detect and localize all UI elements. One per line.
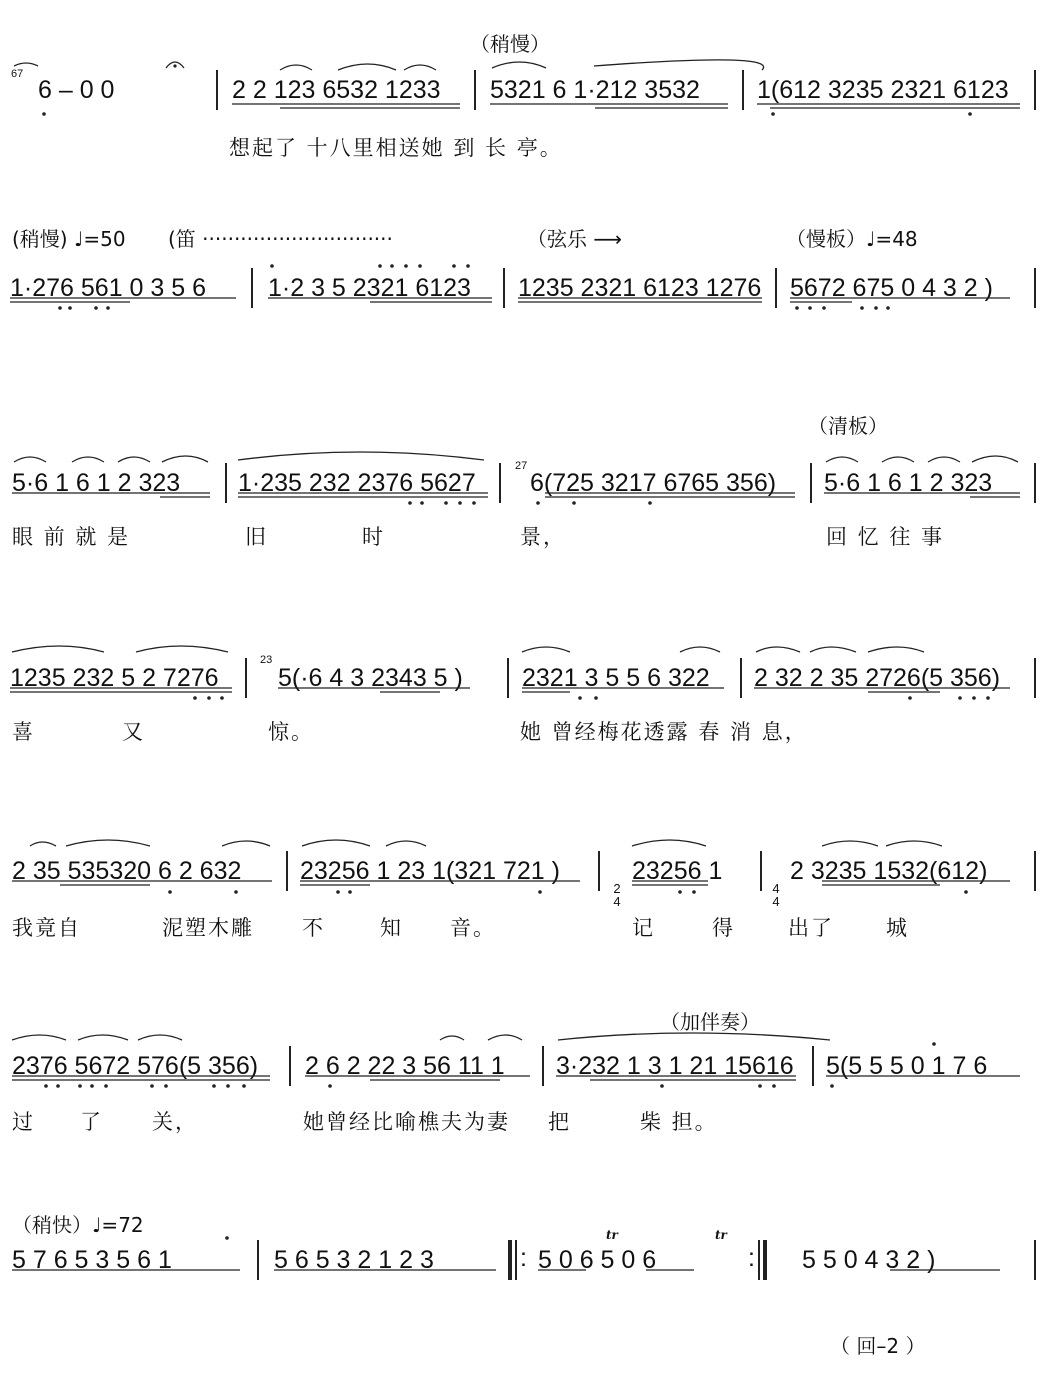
measure-7-1: 5 7 6 5 3 5 6 1 <box>12 1246 172 1274</box>
lyric-3e: 回 忆 往 事 <box>826 525 945 549</box>
measure-6-3: 3·232 1 3 1 21 15616 <box>556 1052 794 1080</box>
lyric-5a: 我竟自 <box>12 916 81 940</box>
measure-6-4: 5(5 5 5 0 1 7 6 <box>826 1052 988 1080</box>
lyric-5b: 泥塑木雕 <box>162 916 254 940</box>
lyric-5d: 知 <box>380 916 403 940</box>
grace-note: 27 <box>515 460 528 472</box>
lyric-5h: 出了 <box>788 916 834 940</box>
lyric-3c: 时 <box>362 525 385 549</box>
tempo-mark-row3: （清板） <box>808 414 888 438</box>
lyrics-row1: 想起了 十八里相送她 到 长 亭。 <box>229 136 563 160</box>
measure-6-2: 2 6 2 22 3 56 11 1 <box>305 1052 505 1080</box>
measure-7-3: 5 0 6 5 0 6 <box>538 1246 657 1274</box>
strings-mark: （弦乐 ⟶ <box>527 227 623 251</box>
measure-1-3: 5321 6 1·212 3532 <box>490 76 700 104</box>
measure-3-4: 5·6 1 6 1 2 323 <box>824 469 993 497</box>
lyric-4d: 她 曾经梅花透露 春 消 息， <box>520 720 808 744</box>
measure-1-4: 1(612 3235 2321 6123 <box>757 76 1009 104</box>
grace-note: 23 <box>260 654 273 666</box>
tempo-mark-row2a: (稍慢) ♩=50 <box>12 227 126 251</box>
repeat-start-colon: : <box>520 1244 527 1272</box>
trill-mark: tr <box>715 1228 727 1242</box>
tempo-mark-row2b: （慢板）♩=48 <box>786 227 918 251</box>
measure-4-2: 5(·6 4 3 2343 5 ) <box>278 664 463 692</box>
lyric-6a: 过 <box>12 1110 35 1134</box>
lyric-6b: 了 <box>80 1110 103 1134</box>
measure-3-1: 5·6 1 6 1 2 323 <box>12 469 181 497</box>
measure-5-2: 23256 1 23 1(321 721 ) <box>300 857 560 885</box>
lyric-4b: 又 <box>122 720 145 744</box>
measure-2-2: 1·2 3 5 2321 6123 <box>268 274 471 302</box>
time-signature-4-4: 4 4 <box>772 881 780 909</box>
tempo-mark-row7: （稍快）♩=72 <box>12 1213 144 1237</box>
lyric-3b: 旧 <box>245 525 268 549</box>
accompaniment-mark: （加伴奏） <box>660 1010 760 1034</box>
measure-5-3: 23256 1 <box>632 857 723 885</box>
measure-3-3: 6(725 3217 6765 356) <box>530 469 777 497</box>
lyric-6d: 她曾经比喻樵夫为妻 <box>303 1110 510 1134</box>
lyric-3d: 景， <box>520 525 566 549</box>
measure-7-2: 5 6 5 3 2 1 2 3 <box>274 1246 434 1274</box>
measure-4-1: 1235 232 5 2 7276 <box>10 664 219 692</box>
measure-4-3: 2321 3 5 5 6 322 <box>522 664 710 692</box>
measure-5-1: 2 35 535320 6 2 632 <box>12 857 242 885</box>
lyric-6e: 把 <box>548 1110 571 1134</box>
lyric-5c: 不 <box>302 916 325 940</box>
measure-1-2: 2 2 123 6532 1233 <box>232 76 441 104</box>
measure-7-4: 5 5 0 4 3 2 ) <box>802 1246 936 1274</box>
lyric-3a: 眼 前 就 是 <box>12 525 131 549</box>
measure-4-4: 2 32 2 35 2726(5 356) <box>754 664 1001 692</box>
lyric-5e: 音。 <box>450 916 496 940</box>
time-signature-2-4: 2 4 <box>613 881 621 909</box>
tempo-mark-row1: （稍慢） <box>470 32 550 56</box>
lyric-6f: 柴 担。 <box>640 1110 718 1134</box>
repeat-end-colon: : <box>748 1244 755 1272</box>
lyric-5i: 城 <box>886 916 909 940</box>
trill-mark: tr <box>606 1228 618 1242</box>
lyric-5f: 记 <box>632 916 655 940</box>
flute-mark: (笛 ······························ <box>168 227 393 251</box>
measure-1-1: 6 – 0 0 <box>38 76 115 104</box>
measure-2-3: 1235 2321 6123 1276 <box>518 274 762 302</box>
measure-2-1: 1·276 561 0 3 5 6 <box>10 274 206 302</box>
measure-2-4: 5672 675 0 4 3 2 ) <box>790 274 993 302</box>
measure-6-1: 2376 5672 576(5 356) <box>12 1052 259 1080</box>
grace-note: 67 <box>11 68 24 80</box>
measure-3-2: 1·235 232 2376 5627 <box>238 469 476 497</box>
page-label: （ 回–2 ） <box>830 1334 926 1358</box>
lyric-5g: 得 <box>712 916 735 940</box>
lyric-6c: 关， <box>152 1110 198 1134</box>
measure-5-4: 2 3235 1532(612) <box>790 857 988 885</box>
lyric-4c: 惊。 <box>268 720 314 744</box>
lyric-4a: 喜 <box>12 720 35 744</box>
